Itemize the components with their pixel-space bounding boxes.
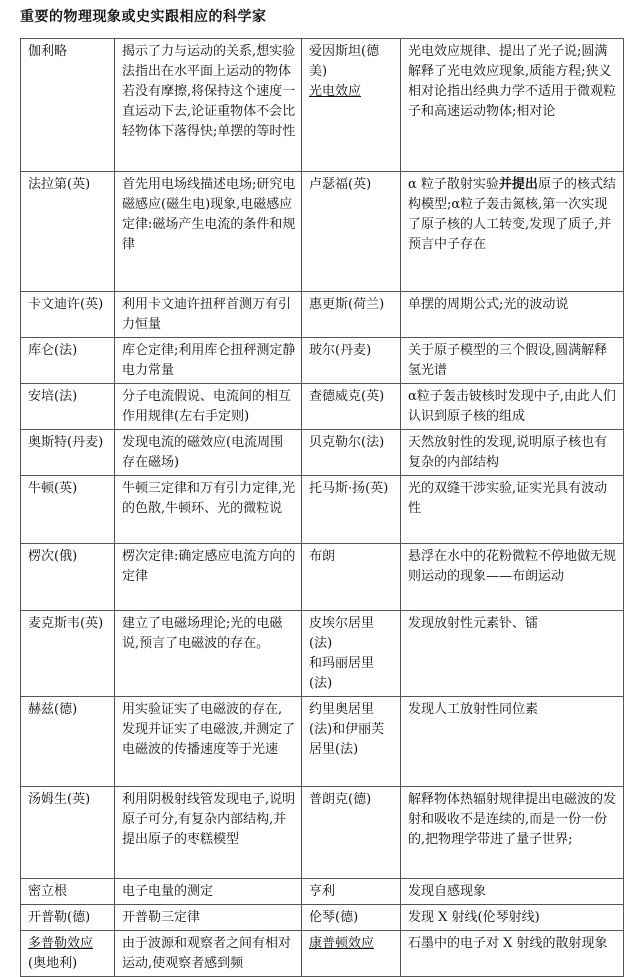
scientist-name: 奥斯特(丹麦) — [21, 430, 115, 476]
scientist-name: 贝克勒尔(法) — [302, 430, 401, 476]
contribution: 光的双缝干涉实验,证实光具有波动性 — [401, 476, 624, 544]
contribution: 解释物体热辐射规律提出电磁波的发射和吸收不是连续的,而是一份一份的,把物理学带进了量子世界; — [401, 787, 624, 879]
scientist-name: 康普顿效应 — [302, 931, 401, 977]
scientist-name-text: 皮埃尔居里(法) — [309, 616, 375, 651]
contribution: 电子电量的测定 — [115, 879, 302, 905]
scientist-name: 麦克斯韦(英) — [21, 611, 115, 697]
scientist-name — [302, 39, 401, 172]
table-row — [21, 476, 624, 544]
table-row — [21, 931, 624, 977]
scientist-name: 开普勒(德) — [21, 905, 115, 931]
scientist-name: 密立根 — [21, 879, 115, 905]
contribution: 发现自感现象 — [401, 879, 624, 905]
contribution: 悬浮在水中的花粉微粒不停地做无规则运动的现象——布朗运动 — [401, 544, 624, 611]
table-row — [21, 338, 624, 384]
bold-term: 并提出 — [498, 177, 538, 192]
contribution: 牛顿三定律和万有引力定律,光的色散,牛顿环、光的微粒说 — [115, 476, 302, 544]
contribution: 发现 X 射线(伦琴射线) — [401, 905, 624, 931]
scientist-name: 普朗克(德) — [302, 787, 401, 879]
scientist-name: 牛顿(英) — [21, 476, 115, 544]
contribution: 关于原子模型的三个假设,圆满解释氢光谱 — [401, 338, 624, 384]
table-row — [21, 879, 624, 905]
contribution: 揭示了力与运动的关系,想实验法指出在水平面上运动的物体若没有摩擦,将保持这个速度一直运动下去,论证重物体不会比轻物体下落得快;单摆的等时性 — [115, 39, 302, 172]
contribution: 发现放射性元素钋、镭 — [401, 611, 624, 697]
scientist-name — [302, 611, 401, 697]
contribution: 分子电流假说、电流间的相互作用规律(左右手定则) — [115, 384, 302, 430]
highlighted-term: 多普勒效应 — [28, 936, 94, 951]
contribution: 利用卡文迪许扭秤首测万有引力恒量 — [115, 292, 302, 338]
scientist-name-text: 爱因斯坦(德美) — [309, 44, 380, 79]
scientist-table — [20, 38, 624, 977]
contribution — [401, 172, 624, 292]
table-row — [21, 384, 624, 430]
table-row — [21, 39, 624, 172]
table-row — [21, 172, 624, 292]
scientist-name: 汤姆生(英) — [21, 787, 115, 879]
contribution: 发现电流的磁效应(电流周围存在磁场) — [115, 430, 302, 476]
contribution: 单摆的周期公式;光的波动说 — [401, 292, 624, 338]
table-row — [21, 611, 624, 697]
table-row — [21, 905, 624, 931]
contribution: 光电效应规律、提出了光子说;圆满解释了光电效应现象,质能方程;狭义相对论指出经典力学不适用于微观粒子和高速运动物体;相对论 — [401, 39, 624, 172]
scientist-name: 玻尔(丹麦) — [302, 338, 401, 384]
scientist-name: 亨利 — [302, 879, 401, 905]
contribution-text: α 粒子散射实验 — [408, 177, 499, 192]
scientist-name: 惠更斯(荷兰) — [302, 292, 401, 338]
scientist-name: 伦琴(德) — [302, 905, 401, 931]
contribution: 天然放射性的发现,说明原子核也有复杂的内部结构 — [401, 430, 624, 476]
contribution: 楞次定律:确定感应电流方向的定律 — [115, 544, 302, 611]
scientist-name: 安培(法) — [21, 384, 115, 430]
contribution: 开普勒三定律 — [115, 905, 302, 931]
scientist-name-text: (奥地利) — [28, 956, 78, 971]
table-row — [21, 787, 624, 879]
scientist-name: 查德威克(英) — [302, 384, 401, 430]
contribution: 石墨中的电子对 X 射线的散射现象 — [401, 931, 624, 977]
contribution: 库仑定律;利用库仑扭秤测定静电力常量 — [115, 338, 302, 384]
contribution-text: 原子的核式结构模型;α粒子轰击氮核,第一次实现了原子核的人工转变,发现了质子,并预言中子存在 — [408, 177, 616, 252]
scientist-name: 法拉第(英) — [21, 172, 115, 292]
contribution: α粒子轰击铍核时发现中子,由此人们认识到原子核的组成 — [401, 384, 624, 430]
scientist-name: 伽利略 — [21, 39, 115, 172]
highlighted-term: 光电效应 — [309, 84, 362, 99]
table-row — [21, 697, 624, 787]
scientist-name: 库仑(法) — [21, 338, 115, 384]
contribution: 首先用电场线描述电场;研究电磁感应(磁生电)现象,电磁感应定律:磁场产生电流的条件和规律 — [115, 172, 302, 292]
contribution: 发现人工放射性同位素 — [401, 697, 624, 787]
scientist-name: 卡文迪许(英) — [21, 292, 115, 338]
contribution: 建立了电磁场理论;光的电磁说,预言了电磁波的存在。 — [115, 611, 302, 697]
table-row — [21, 430, 624, 476]
scientist-name: 楞次(俄) — [21, 544, 115, 611]
scientist-name: 托马斯·扬(英) — [302, 476, 401, 544]
contribution: 用实验证实了电磁波的存在, 发现并证实了电磁波,并测定了电磁波的传播速度等于光速 — [115, 697, 302, 787]
scientist-name: 卢瑟福(英) — [302, 172, 401, 292]
scientist-name — [21, 931, 115, 977]
table-row — [21, 544, 624, 611]
contribution: 利用阴极射线管发现电子,说明原子可分,有复杂内部结构,并提出原子的枣糕模型 — [115, 787, 302, 879]
scientist-name-text: 和玛丽居里(法) — [309, 656, 375, 691]
scientist-name: 赫兹(德) — [21, 697, 115, 787]
scientist-name: 布朗 — [302, 544, 401, 611]
scientist-name: 约里奥居里(法)和伊丽芙居里(法) — [302, 697, 401, 787]
page-title: 重要的物理现象或史实跟相应的科学家 — [20, 9, 267, 25]
table-row — [21, 292, 624, 338]
contribution: 由于波源和观察者之间有相对运动,使观察者感到频 — [115, 931, 302, 977]
